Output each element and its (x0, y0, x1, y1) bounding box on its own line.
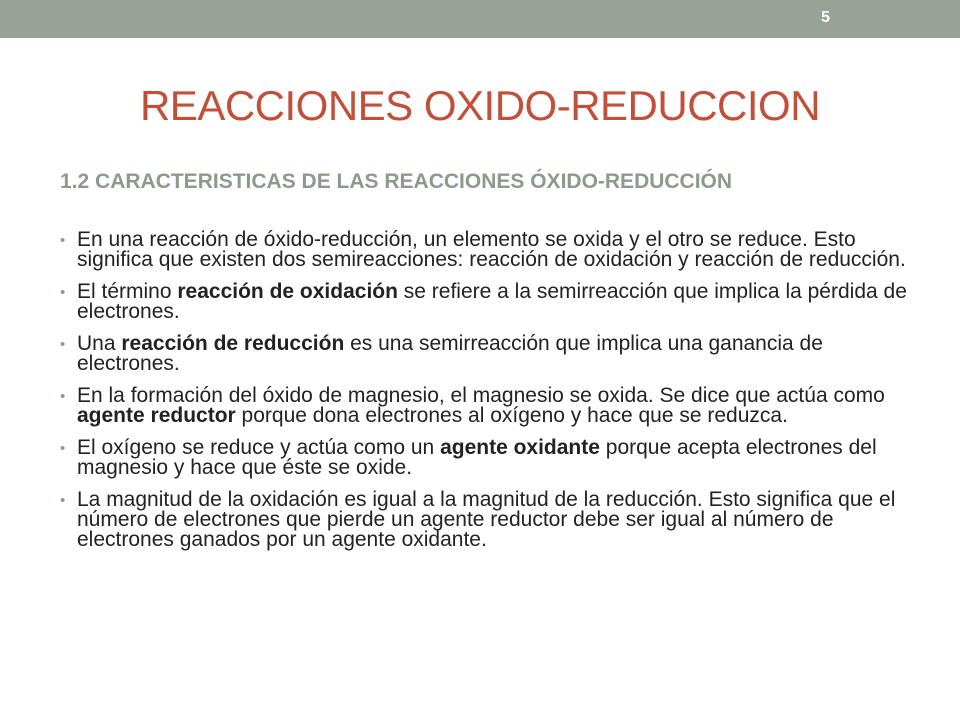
bullet-marker-icon: • (60, 232, 66, 249)
bullet-text: porque dona electrones al oxígeno y hace que se reduzca. (235, 404, 788, 427)
bullet-bold-term: reacción de oxidación (177, 280, 398, 303)
bullet-text: El oxígeno se reduce y actúa como un (77, 436, 441, 459)
bullet-bold-term: reacción de reducción (121, 332, 345, 355)
bullet-marker-icon: • (60, 336, 66, 353)
bullet-marker-icon: • (60, 440, 66, 457)
bullet-item (60, 282, 910, 322)
bullet-item (60, 386, 910, 426)
bullet-bold-term: agente oxidante (440, 436, 600, 459)
slide-title: REACCIONES OXIDO-REDUCCION (139, 82, 821, 129)
slide-number: 5 (821, 9, 830, 26)
bullet-list (60, 230, 910, 562)
bullet-marker-icon: • (60, 388, 66, 405)
bullet-text: porque acepta electrones del magnesio y hace que éste se oxide. (77, 436, 877, 479)
bullet-marker-icon: • (60, 492, 66, 509)
bullet-text: se refiere a la semirreacción que implica la pérdida de electrones. (77, 280, 907, 323)
bullet-item (60, 490, 910, 550)
bullet-item (60, 334, 910, 374)
bullet-bold-term: agente reductor (77, 404, 236, 427)
top-bar (0, 0, 960, 38)
bullet-marker-icon: • (60, 284, 66, 301)
bullet-item (60, 438, 910, 478)
bullet-text: En una reacción de óxido-reducción, un elemento se oxida y el otro se reduce. Esto significa que existen dos semireacciones: reacción de oxidación y reacción de reducción. (77, 228, 906, 271)
bullet-item (60, 230, 910, 270)
bullet-text: Una (77, 332, 122, 355)
bullet-text: El término (77, 280, 178, 303)
bullet-text: En la formación del óxido de magnesio, el magnesio se oxida. Se dice que actúa como (77, 384, 885, 407)
bullet-text: La magnitud de la oxidación es igual a la magnitud de la reducción. Esto significa que el número de electrones que pierde un agente reductor debe ser igual al número de electrones ganados por un agente oxidante. (77, 488, 896, 551)
section-subtitle: 1.2 CARACTERISTICAS DE LAS REACCIONES ÓXIDO-REDUCCIÓN (60, 170, 733, 193)
bullet-text: es una semirreacción que implica una ganancia de electrones. (77, 332, 823, 375)
